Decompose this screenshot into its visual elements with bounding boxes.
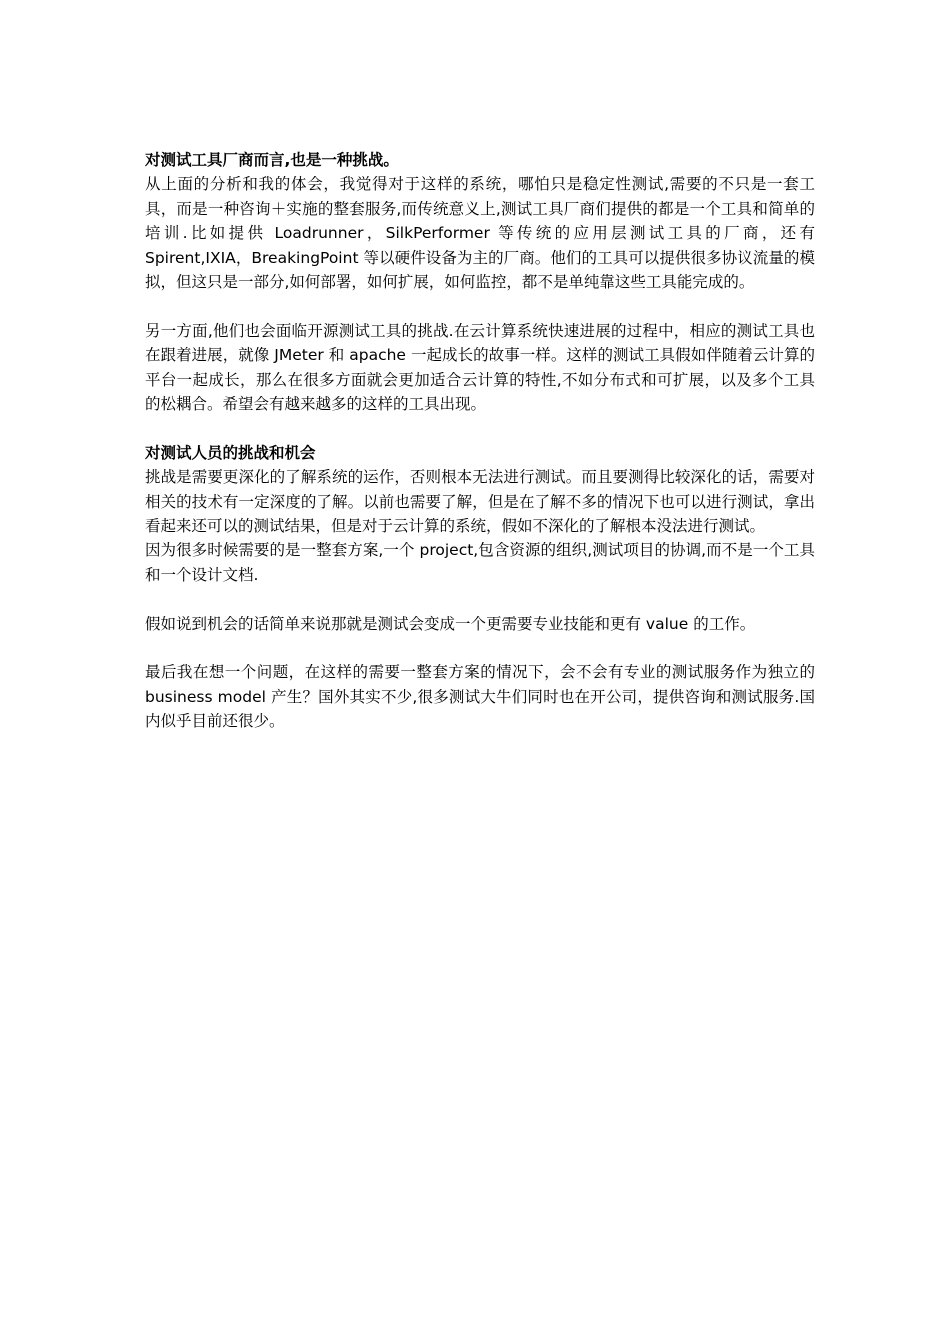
paragraph-open-source-challenge: 另一方面,他们也会面临开源测试工具的挑战.在云计算系统快速进展的过程中，相应的测试工具也在跟着进展，就像 JMeter 和 apache 一起成长的故事一样。这样的测试工具假如伴随着云计算的平台一起成长，那么在很多方面就会更加适合云计算的特性,不如分布式和可扩展，以及多个工具的松耦合。希望会有越来越多的这样的工具出现。 [145, 321, 815, 414]
document-body [145, 148, 815, 734]
paragraph-vendor-services: 从上面的分析和我的体会，我觉得对于这样的系统，哪怕只是稳定性测试,需要的不只是一套工具，而是一种咨询＋实施的整套服务,而传统意义上,测试工具厂商们提供的都是一个工具和简单的培训.比如提供 Loadrunner，SilkPerformer 等传统的应用层测试工具的厂商，还有 Spirent,IXIA，BreakingPoint 等以硬件设备为主的厂商。他们的工具可以提供很多协议流量的模拟，但这只是一部分,如何部署，如何扩展，如何监控，都不是单纯靠这些工具能完成的。 [145, 175, 815, 292]
paragraph-business-model: 最后我在想一个问题，在这样的需要一整套方案的情况下，会不会有专业的测试服务作为独立的 business model 产生？国外其实不少,很多测试大牛们同时也在开公司，提供咨询和测试服务.国内似乎目前还很少。 [145, 663, 815, 731]
paragraph-opportunity: 假如说到机会的话简单来说那就是测试会变成一个更需要专业技能和更有 value 的工作。 [145, 614, 756, 633]
paragraph-gap [145, 587, 815, 611]
paragraph-project-scope: 因为很多时候需要的是一整套方案,一个 project,包含资源的组织,测试项目的协调,而不是一个工具和一个设计文档. [145, 541, 815, 584]
paragraph-gap [145, 636, 815, 660]
section-heading-testers: 对测试人员的挑战和机会 [145, 443, 316, 462]
paragraph-gap [145, 416, 815, 440]
paragraph-gap [145, 294, 815, 318]
section-heading-vendors: 对测试工具厂商而言,也是一种挑战。 [145, 151, 399, 169]
paragraph-tester-challenge: 挑战是需要更深化的了解系统的运作，否则根本无法进行测试。而且要测得比较深化的话，需要对相关的技术有一定深度的了解。以前也需要了解，但是在了解不多的情况下也可以进行测试，拿出看起来还可以的测试结果，但是对于云计算的系统，假如不深化的了解根本没法进行测试。 [145, 468, 815, 536]
